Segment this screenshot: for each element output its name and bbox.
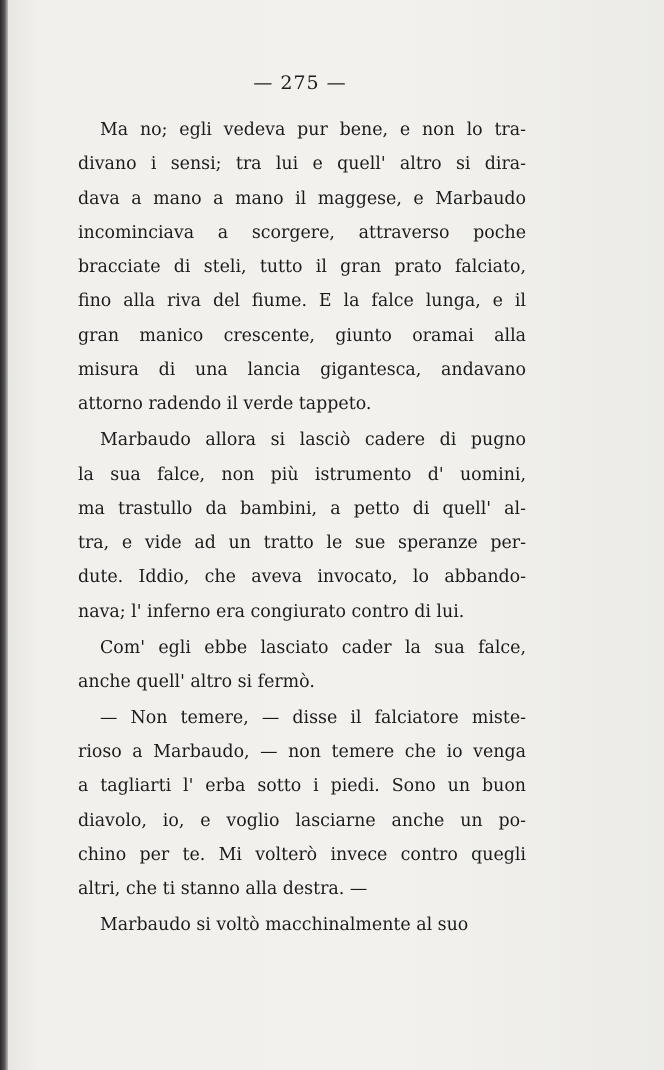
text-line: — Non temere, — disse il falciatore miste- — [100, 707, 526, 728]
text-line: incominciava a scorgere, attraverso poche — [78, 222, 526, 243]
paragraph — [78, 701, 526, 907]
text-line: a tagliarti l' erba sotto i piedi. Sono un buon — [78, 776, 526, 797]
paragraph — [78, 423, 526, 629]
text-line: tra, e vide ad un tratto le sue speranze per- — [78, 533, 526, 554]
text-line: misura di una lancia gigantesca, andavano — [78, 360, 526, 381]
text-line: fino alla riva del fiume. E la falce lunga, e il — [78, 291, 526, 312]
text-line: bracciate di steli, tutto il gran prato falciato, — [78, 257, 526, 278]
text-line: rioso a Marbaudo, — non temere che io venga — [78, 742, 526, 763]
binding-edge — [0, 0, 8, 1070]
text-line: la sua falce, non più istrumento d' uomini, — [78, 464, 526, 485]
text-line: Com' egli ebbe lasciato cader la sua falce, — [100, 637, 526, 658]
text-line: altri, che ti stanno alla destra. — — [78, 879, 368, 900]
text-line: divano i sensi; tra lui e quell' altro si dira- — [78, 154, 526, 175]
text-line: ma trastullo da bambini, a petto di quell' al- — [78, 498, 526, 519]
page-number-header: — 275 — — [253, 72, 347, 94]
text-line: nava; l' inferno era congiurato contro di lui. — [78, 601, 465, 622]
body-text — [78, 113, 526, 943]
paragraph — [78, 113, 526, 422]
text-line: Marbaudo si voltò macchinalmente al suo — [100, 915, 469, 936]
text-line: gran manico crescente, giunto oramai alla — [78, 325, 526, 346]
text-line: anche quell' altro si fermò. — [78, 671, 315, 692]
text-line: Marbaudo allora si lasciò cadere di pugno — [100, 430, 526, 451]
paragraph — [78, 631, 526, 700]
text-line: Ma no; egli vedeva pur bene, e non lo tra- — [100, 120, 526, 140]
text-line: chino per te. Mi volterò invece contro quegli — [78, 845, 526, 866]
paragraph — [78, 908, 526, 942]
text-line: dute. Iddio, che aveva invocato, lo abbando- — [78, 567, 526, 588]
text-line: attorno radendo il verde tappeto. — [78, 394, 372, 415]
text-line: diavolo, io, e voglio lasciarne anche un po- — [78, 810, 526, 831]
text-line: dava a mano a mano il maggese, e Marbaudo — [78, 188, 526, 209]
